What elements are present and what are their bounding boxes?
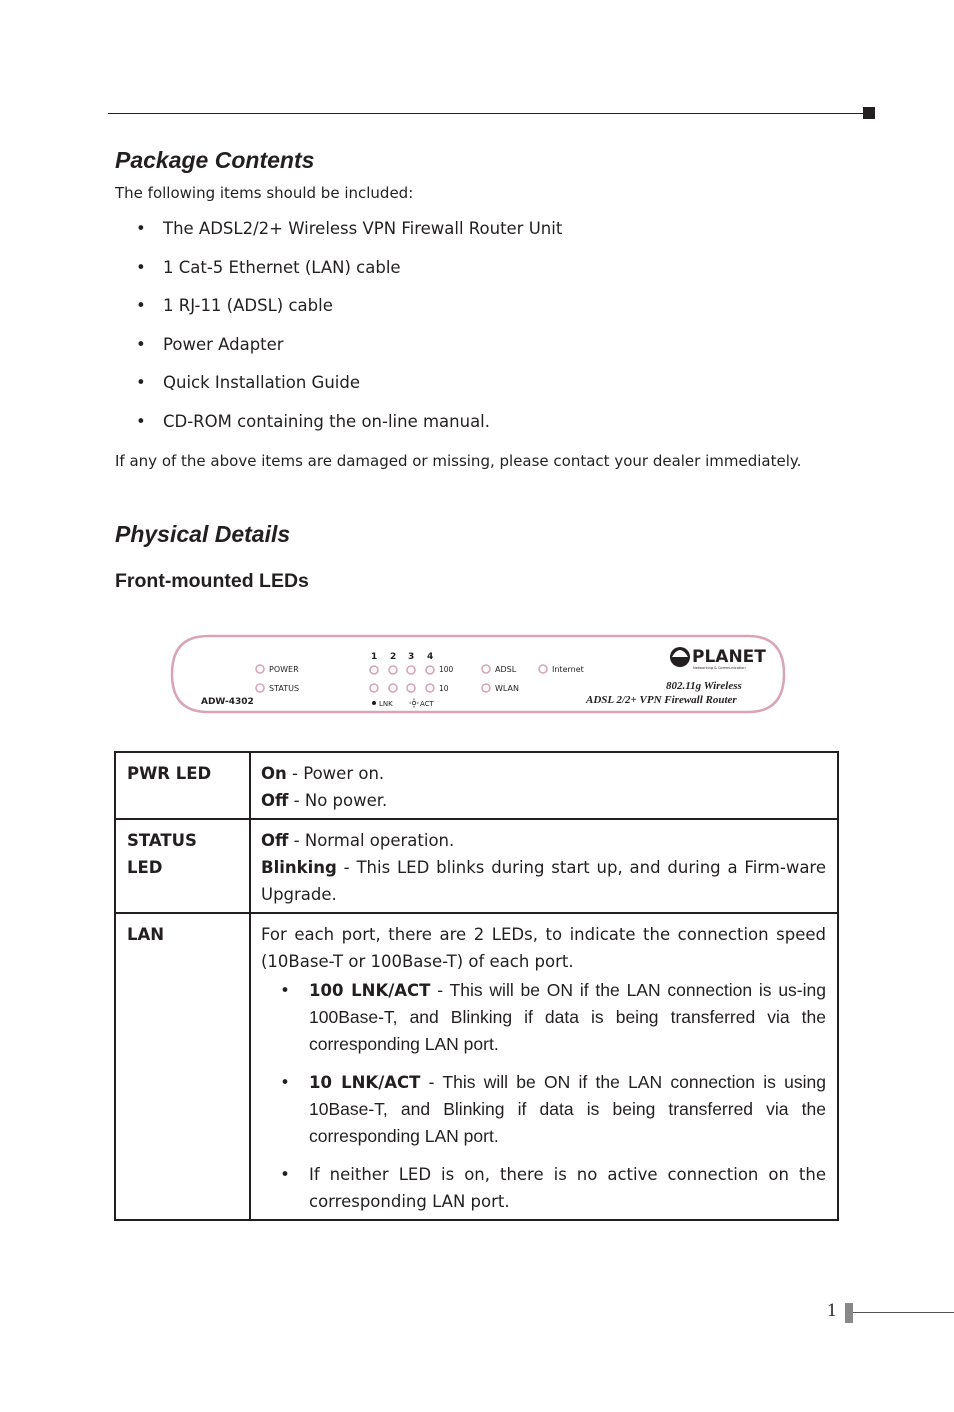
led-description-cell: Off - Normal operation. Blinking - This LED blinks during start up, and during a Firm-ware Upgrade. xyxy=(250,819,838,913)
bullet-icon: • xyxy=(280,1073,290,1092)
lan-100-led-icon xyxy=(370,666,378,674)
adsl-led-icon xyxy=(482,665,490,673)
status-label: STATUS xyxy=(269,684,300,693)
status-led-icon xyxy=(256,684,264,692)
adsl-label: ADSL xyxy=(495,665,517,674)
internet-led-icon xyxy=(539,665,547,673)
lan-100-led-icon xyxy=(426,666,434,674)
speed-10-label: 10 xyxy=(439,684,449,693)
header-rule xyxy=(108,113,864,114)
list-item: • 1 Cat-5 Ethernet (LAN) cable xyxy=(136,258,562,297)
bullet-icon: • xyxy=(136,257,146,277)
bullet-icon: • xyxy=(136,373,146,392)
list-item: • 1 RJ-11 (ADSL) cable xyxy=(136,296,562,335)
brand-label: PLANET xyxy=(692,647,766,667)
bullet-icon: • xyxy=(280,981,290,1000)
footer-rule xyxy=(853,1312,954,1313)
led-description-cell: On - Power on. Off - No power. xyxy=(250,752,838,819)
led-name-cell: STATUS LED xyxy=(115,819,250,913)
bullet-icon: • xyxy=(280,1165,290,1184)
port-number: 3 xyxy=(408,652,415,662)
led-description-table xyxy=(114,751,839,1221)
planet-logo-icon xyxy=(670,647,690,667)
bullet-icon: • xyxy=(136,411,146,431)
lan-100-led-icon xyxy=(389,666,397,674)
package-contents-heading: Package Contents xyxy=(115,147,315,173)
physical-details-heading: Physical Details xyxy=(115,521,291,547)
power-led-icon xyxy=(256,665,264,673)
internet-label: Internet xyxy=(552,665,584,674)
act-sun-icon xyxy=(410,699,419,708)
list-item: • The ADSL2/2+ Wireless VPN Firewall Router Unit xyxy=(136,219,562,258)
lan-10-led-icon xyxy=(389,684,397,692)
bullet-icon: • xyxy=(136,334,146,354)
power-label: POWER xyxy=(269,665,299,674)
package-items-list xyxy=(136,219,562,450)
led-description-cell: For each port, there are 2 LEDs, to indicate the connection speed (10Base-T or 100Base-T) of each port. • 100 LNK/ACT - This will be ON if the LAN connection is us-ing 100Base-T, and Blinking if data is being transferred via the corresponding LAN port. • 10 LNK/ACT - This will be ON if the LAN connection is using 10Base-T, and Blinking if data is being transferred via the corresponding LAN port. • If neither LED is on, there is no active connection on the corresponding LAN port. xyxy=(250,913,838,1220)
lan-10-led-icon xyxy=(426,684,434,692)
led-name-cell: LAN xyxy=(115,913,250,1220)
page-number: 1 xyxy=(827,1300,837,1321)
header-square-marker xyxy=(863,107,875,119)
product-line-1: 802.11g Wireless xyxy=(666,680,742,692)
lan-10-led-icon xyxy=(370,684,378,692)
product-line-2: ADSL 2/2+ VPN Firewall Router xyxy=(586,694,737,706)
brand-tagline: Networking & Communication xyxy=(693,666,746,670)
port-number: 1 xyxy=(371,652,378,662)
bullet-icon: • xyxy=(136,296,146,315)
act-label: ACT xyxy=(420,700,434,708)
lnk-label: LNK xyxy=(379,700,393,708)
lan-100-led-icon xyxy=(407,666,415,674)
speed-100-label: 100 xyxy=(439,665,454,674)
list-item: • 100 LNK/ACT - This will be ON if the LAN connection is us-ing 100Base-T, and Blinking if data is being transferred via the corresponding LAN port. xyxy=(261,977,826,1058)
wlan-label: WLAN xyxy=(495,684,520,693)
list-item: • If neither LED is on, there is no active connection on the corresponding LAN port. xyxy=(261,1161,826,1215)
table-row xyxy=(115,819,838,913)
lan-10-led-icon xyxy=(407,684,415,692)
port-number: 4 xyxy=(427,652,434,662)
table-row xyxy=(115,752,838,819)
lan-led-list xyxy=(261,977,826,1215)
front-leds-heading: Front-mounted LEDs xyxy=(115,570,309,592)
table-row xyxy=(115,913,838,1220)
lnk-dot-icon xyxy=(372,701,376,705)
led-name-cell: PWR LED xyxy=(115,752,250,819)
list-item: • Power Adapter xyxy=(136,335,562,374)
router-front-panel-image xyxy=(168,628,790,720)
missing-items-note: If any of the above items are damaged or missing, please contact your dealer immediately. xyxy=(115,452,802,470)
list-item: • CD-ROM containing the on-line manual. xyxy=(136,412,562,451)
bullet-icon: • xyxy=(136,219,146,238)
port-number: 2 xyxy=(390,652,397,662)
footer-tab-marker xyxy=(845,1303,853,1323)
package-intro: The following items should be included: xyxy=(115,184,414,202)
list-item: • Quick Installation Guide xyxy=(136,373,562,412)
model-label: ADW-4302 xyxy=(201,697,254,707)
wlan-led-icon xyxy=(482,684,490,692)
list-item: • 10 LNK/ACT - This will be ON if the LAN connection is using 10Base-T, and Blinking if data is being transferred via the corresponding LAN port. xyxy=(261,1069,826,1150)
